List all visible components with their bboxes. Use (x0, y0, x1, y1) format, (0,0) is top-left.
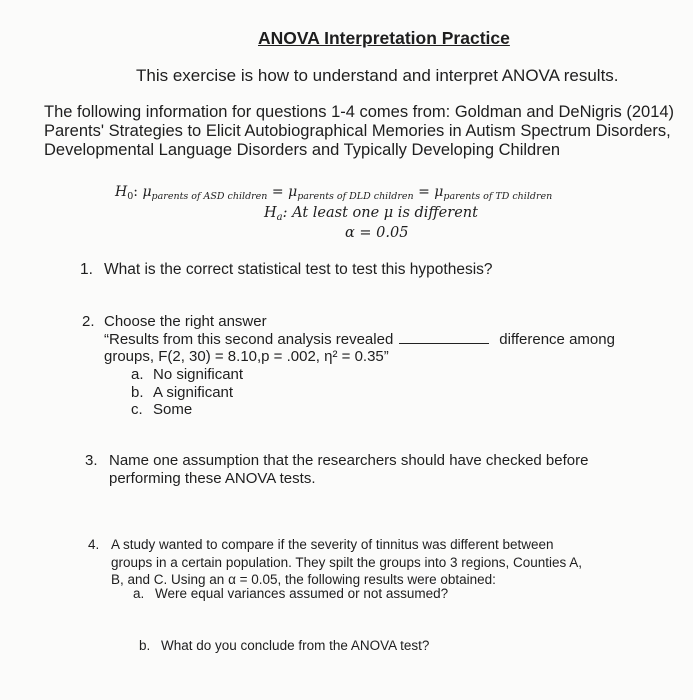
question-text: B, and C. Using an α = 0.05, the following results were obtained: (111, 572, 496, 587)
option-letter: a. (133, 586, 145, 601)
null-hypothesis: $H_0$: $\mu_{parents of ASD children} = \mu_{parents of DLD children} = \mu_{parents of TD children}$ (115, 184, 553, 202)
question-number: 1. (80, 261, 93, 278)
option-c[interactable] (131, 401, 192, 418)
question-1 (80, 261, 493, 279)
question-text: What do you conclude from the ANOVA test? (161, 638, 430, 653)
ha-label-sub: a (276, 212, 283, 223)
option-letter: c. (131, 401, 143, 418)
mu-symbol: μ (288, 184, 298, 200)
option-b[interactable] (131, 384, 233, 401)
question-3 (85, 452, 588, 487)
ha-text: : At least one μ is different (282, 205, 478, 221)
question-4b (139, 638, 429, 653)
option-text: No significant (153, 366, 244, 383)
h0-label-sub: 0 (127, 191, 134, 202)
option-letter: b. (131, 384, 144, 401)
question-2 (82, 313, 615, 366)
answer-blank[interactable] (399, 331, 489, 344)
source-line: Developmental Language Disorders and Typically Developing Children (44, 141, 561, 159)
alternative-hypothesis (264, 205, 478, 223)
question-text: A study wanted to compare if the severity of tinnitus was different between (111, 537, 554, 552)
question-text: Choose the right answer (104, 313, 267, 330)
question-text: “Results from this second analysis revealed (104, 330, 394, 348)
question-text: performing these ANOVA tests. (109, 469, 316, 487)
page-title: ANOVA Interpretation Practice (258, 28, 510, 48)
question-text: Were equal variances assumed or not assumed? (155, 586, 449, 601)
source-line: The following information for questions 1-4 comes from: Goldman and DeNigris (2014) (44, 103, 675, 121)
alpha-level: α = 0.05 (345, 225, 409, 241)
intro-text: This exercise is how to understand and interpret ANOVA results. (136, 66, 619, 85)
question-number: 3. (85, 452, 98, 469)
question-text: Name one assumption that the researchers should have checked before (109, 452, 589, 469)
group2-subscript: parents of DLD children (297, 191, 414, 202)
question-text: difference among (499, 330, 615, 348)
equals-sign: = (418, 184, 430, 200)
question-number: 2. (82, 313, 95, 330)
mu-symbol: μ (142, 184, 152, 200)
h0-label: H (115, 184, 128, 200)
option-text: Some (153, 401, 193, 418)
option-letter: b. (139, 638, 151, 653)
group3-subscript: parents of TD children (443, 191, 553, 202)
option-text: A significant (153, 384, 234, 401)
option-a[interactable] (131, 366, 243, 383)
question-4 (88, 536, 582, 589)
question-text: What is the correct statistical test to test this hypothesis? (104, 261, 493, 278)
option-letter: a. (131, 366, 144, 383)
question-4a (133, 586, 448, 601)
question-text: groups, F(2, 30) = 8.10,p = .002, η² = 0.35” (104, 348, 389, 365)
ha-label: H (264, 205, 277, 221)
question-number: 4. (88, 537, 100, 552)
source-paragraph (44, 103, 674, 160)
group1-subscript: parents of ASD children (151, 191, 268, 202)
question-text: groups in a certain population. They spilt the groups into 3 regions, Counties A, (111, 554, 583, 570)
source-line: Parents' Strategies to Elicit Autobiographical Memories in Autism Spectrum Disorders, (44, 122, 671, 140)
mu-symbol: μ (434, 184, 444, 200)
equals-sign: = (271, 184, 284, 200)
